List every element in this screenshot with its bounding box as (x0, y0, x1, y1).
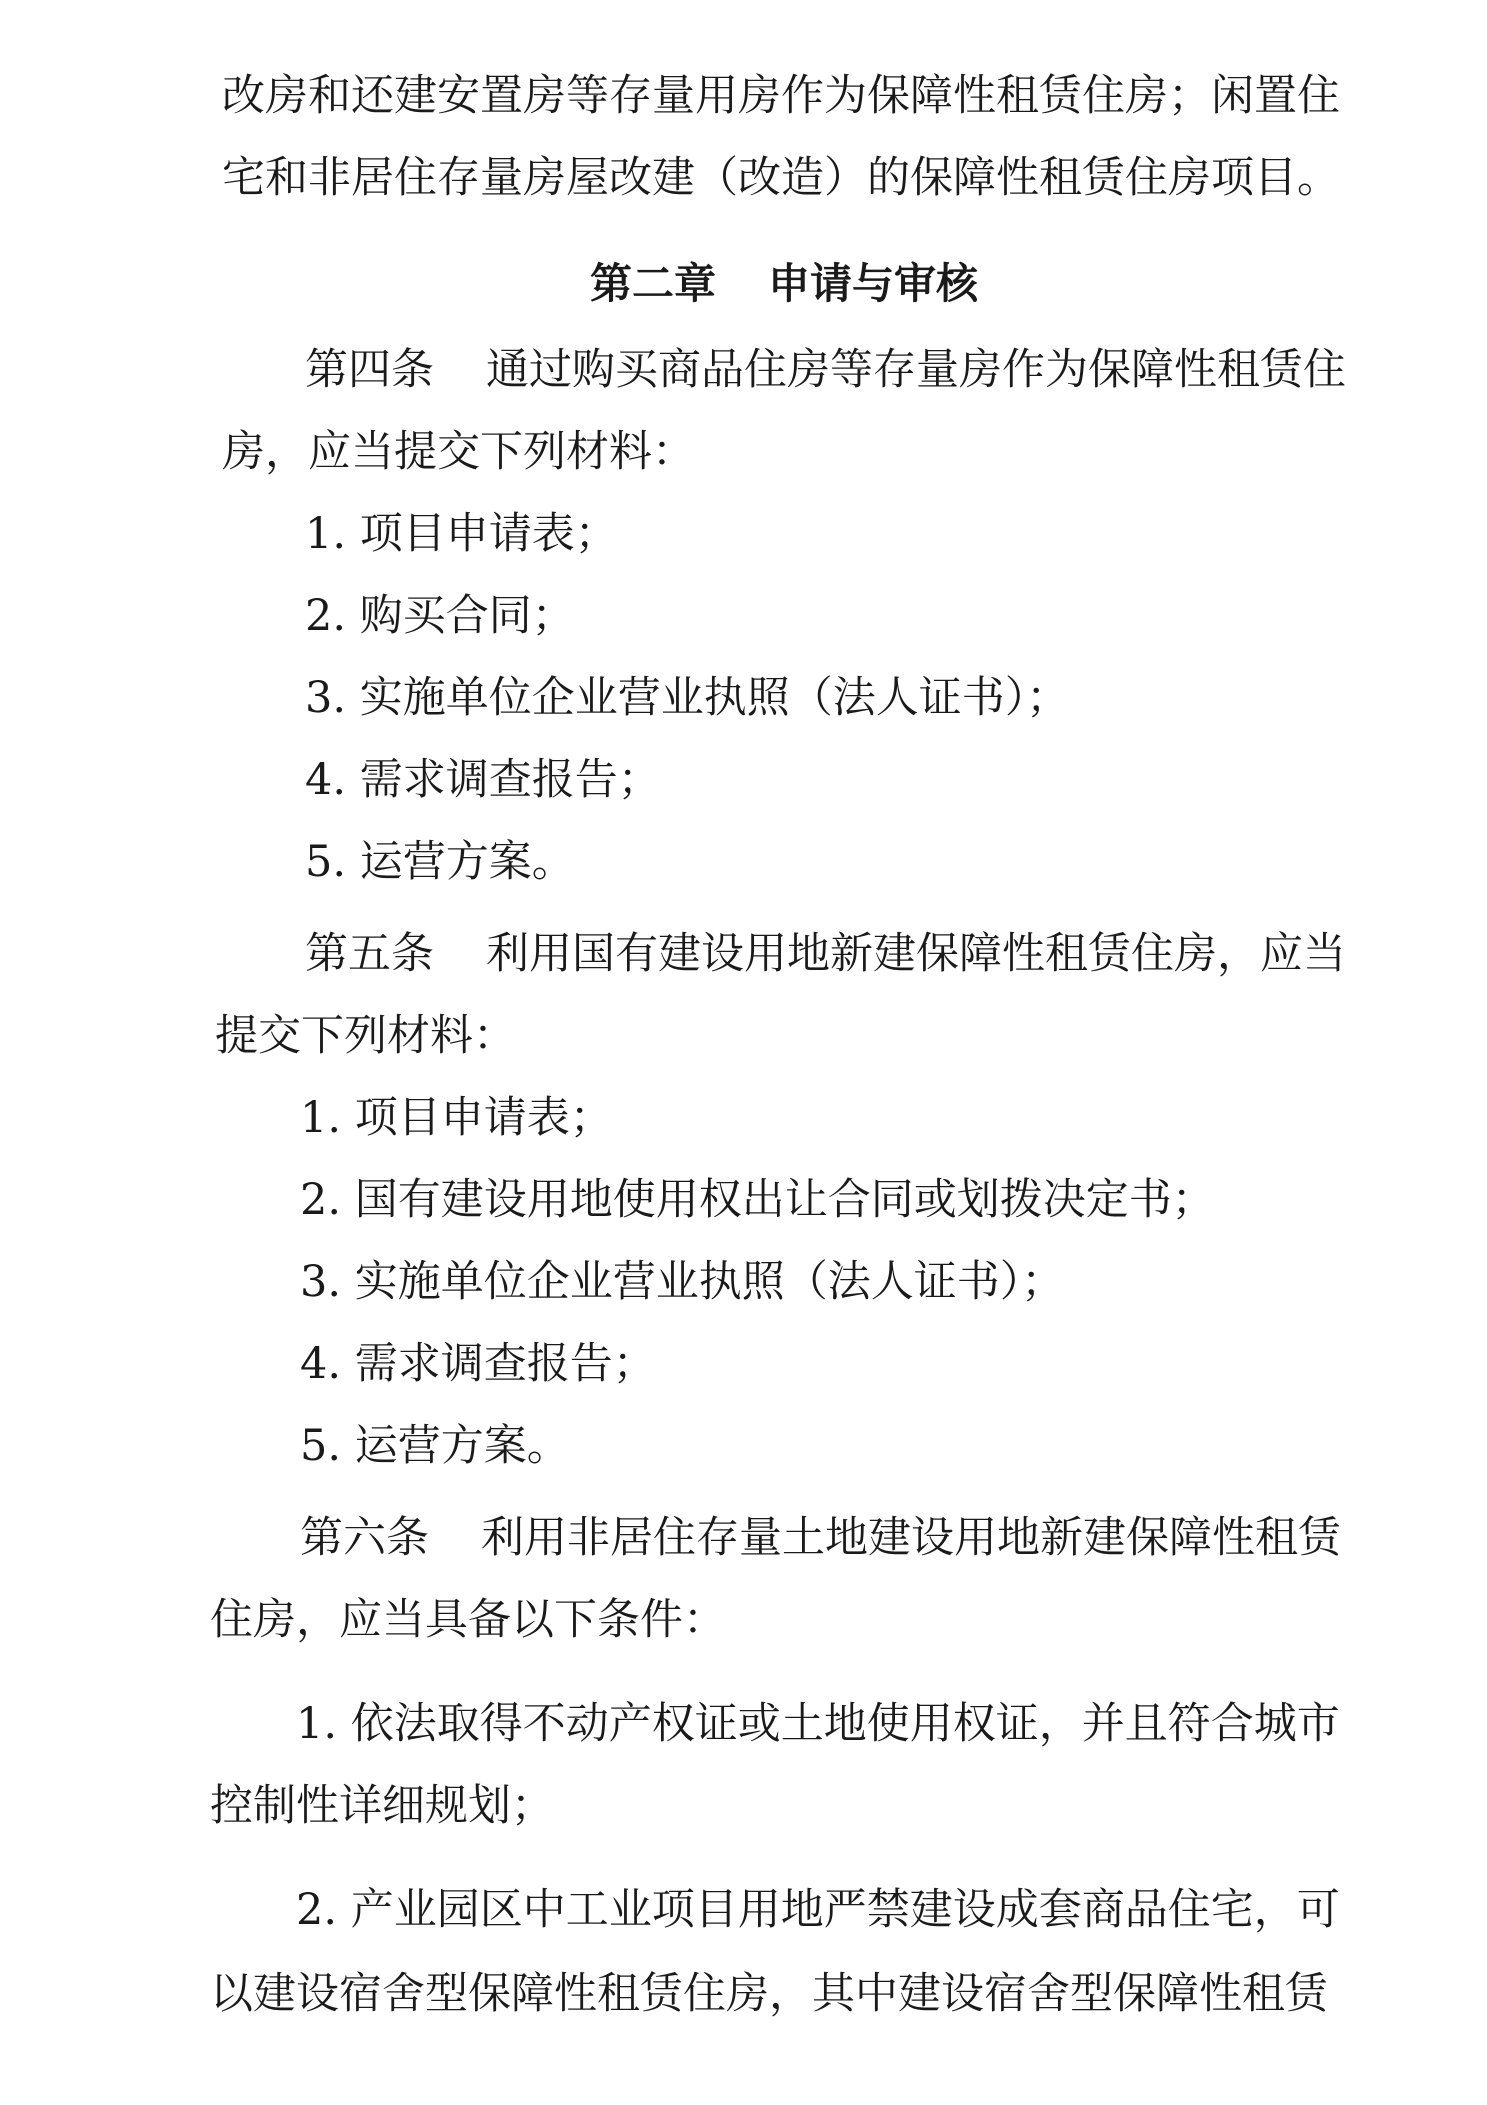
list-item: 5. 运营方案。 (305, 837, 575, 887)
list-item: 1. 项目申请表； (305, 509, 618, 559)
list-item: 5. 运营方案。 (300, 1421, 570, 1471)
text-line: 提交下列材料： (215, 1011, 516, 1061)
list-item: 3. 实施单位企业营业执照（法人证书）； (300, 1257, 1065, 1307)
text-line: 住房，应当具备以下条件： (210, 1595, 726, 1645)
chapter-number: 第二章 (590, 259, 717, 308)
list-item: 2. 国有建设用地使用权出让合同或划拨决定书； (300, 1175, 1215, 1225)
article-number: 第五条 (305, 929, 434, 979)
article-number: 第四条 (305, 345, 434, 395)
chapter-heading (590, 254, 978, 314)
article-line (305, 340, 1346, 400)
list-item: 4. 需求调查报告； (305, 755, 661, 805)
article-line (300, 1508, 1341, 1568)
list-item: 4. 需求调查报告； (300, 1339, 656, 1389)
article-number: 第六条 (300, 1513, 429, 1563)
text-line: 宅和非居住存量房屋改建（改造）的保障性租赁住房项目。 (222, 153, 1340, 203)
list-item: 2. 产业园区中工业项目用地严禁建设成套商品住宅，可 (296, 1885, 1340, 1935)
list-item: 1. 项目申请表； (300, 1093, 613, 1143)
text-line: 以建设宿舍型保障性租赁住房，其中建设宿舍型保障性租赁 (210, 1969, 1328, 2019)
list-item: 2. 购买合同； (305, 591, 575, 641)
text-line: 控制性详细规划； (210, 1781, 554, 1831)
article-text: 利用非居住存量土地建设用地新建保障性租赁 (481, 1513, 1341, 1563)
article-text: 通过购买商品住房等存量房作为保障性租赁住 (486, 345, 1346, 395)
text-line: 改房和还建安置房等存量用房作为保障性租赁住房；闲置住 (222, 71, 1340, 121)
text-line: 房，应当提交下列材料： (222, 427, 695, 477)
article-line (305, 924, 1346, 984)
list-item: 1. 依法取得不动产权证或土地使用权证，并且符合城市 (296, 1699, 1340, 1749)
chapter-title: 申请与审核 (768, 259, 979, 308)
article-text: 利用国有建设用地新建保障性租赁住房，应当 (486, 929, 1346, 979)
list-item: 3. 实施单位企业营业执照（法人证书）； (305, 673, 1070, 723)
